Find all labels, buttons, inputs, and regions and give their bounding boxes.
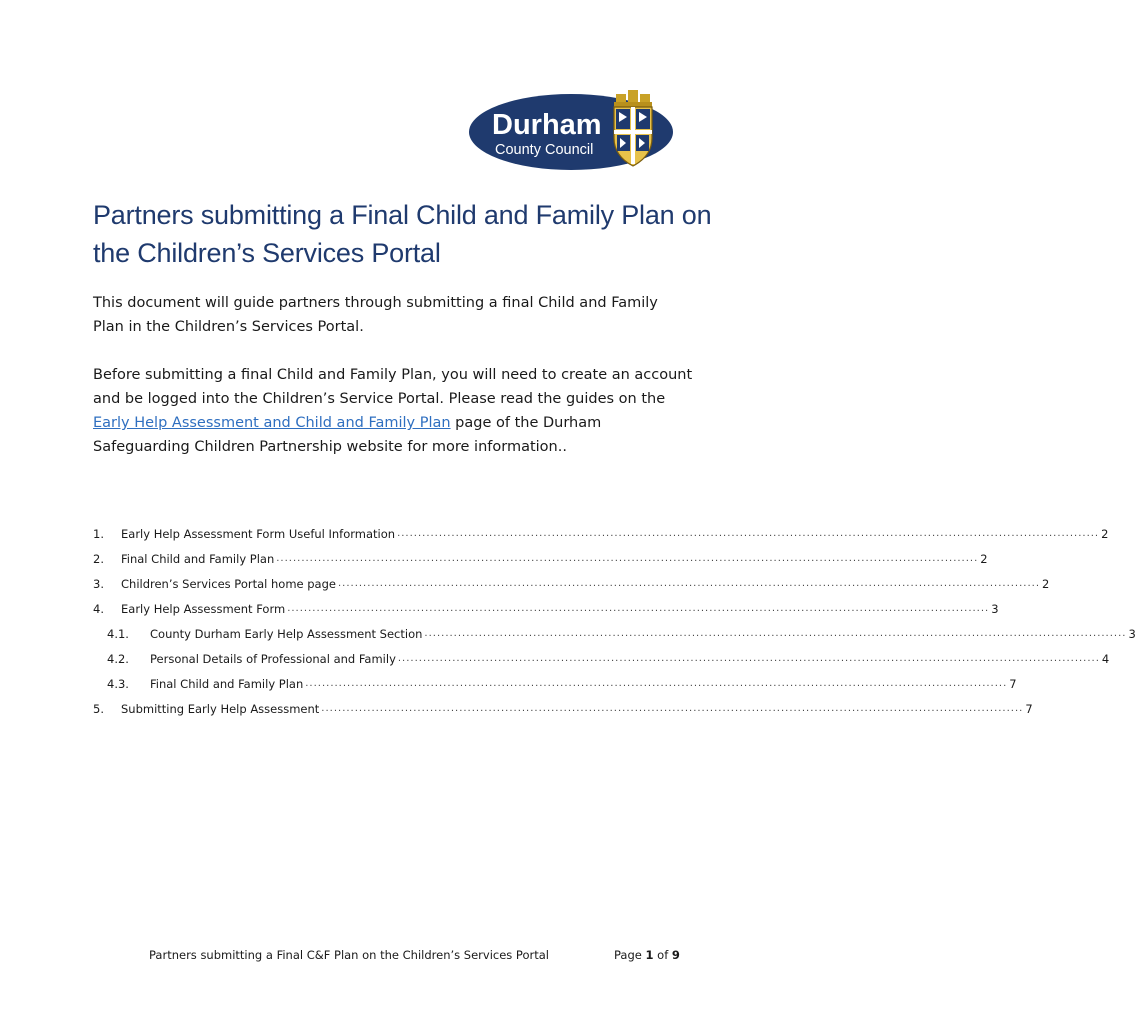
durham-county-council-logo bbox=[468, 86, 678, 174]
toc-entry-4-3[interactable] bbox=[93, 671, 1017, 696]
document-title: Partners submitting a Final Child and Family Plan on the Children’s Services Portal bbox=[93, 200, 712, 268]
toc-entry-number: 3. bbox=[93, 576, 104, 591]
prerequisite-text-after: page of the Durham Safeguarding Children Partnership website for more information.. bbox=[93, 415, 602, 455]
toc-entry-4-2[interactable] bbox=[93, 646, 1110, 671]
toc-entry-page: 2 bbox=[1042, 576, 1050, 591]
toc-leader-dots: ........................................................................................................................................................................ bbox=[287, 603, 990, 614]
toc-leader-dots: ........................................................................................................................................................................ bbox=[321, 703, 1024, 714]
toc-entry-number: 5. bbox=[93, 701, 104, 716]
toc-entry-number: 2. bbox=[93, 551, 104, 566]
toc-entry-title: Final Child and Family Plan bbox=[121, 551, 275, 566]
toc-entry-title: Submitting Early Help Assessment bbox=[121, 701, 320, 716]
table-of-contents bbox=[93, 521, 1136, 721]
toc-entry-page: 2 bbox=[980, 551, 988, 566]
logo-name-line1: Durham bbox=[492, 109, 602, 141]
toc-leader-dots: ........................................................................................................................................................................ bbox=[276, 553, 979, 564]
footer-page-of: of bbox=[657, 948, 669, 962]
toc-entry-title: Personal Details of Professional and Family bbox=[150, 651, 396, 666]
toc-entry-page: 2 bbox=[1101, 526, 1109, 541]
toc-entry-page: 7 bbox=[1009, 676, 1017, 691]
toc-leader-dots: ........................................................................................................................................................................ bbox=[305, 678, 1008, 689]
toc-entry-page: 7 bbox=[1025, 701, 1033, 716]
toc-entry-number: 4.3. bbox=[107, 676, 129, 691]
toc-entry-title: County Durham Early Help Assessment Section bbox=[150, 626, 423, 641]
toc-entry-number: 1. bbox=[93, 526, 104, 541]
footer-page-label: Page bbox=[614, 948, 642, 962]
toc-entry-1[interactable] bbox=[93, 521, 1109, 546]
toc-leader-dots: ........................................................................................................................................................................ bbox=[397, 528, 1100, 539]
footer-document-title: Partners submitting a Final C&F Plan on the Children’s Services Portal bbox=[149, 948, 549, 962]
toc-entry-4[interactable] bbox=[93, 596, 999, 621]
toc-entry-number: 4.1. bbox=[107, 626, 129, 641]
toc-entry-title: Children’s Services Portal home page bbox=[121, 576, 336, 591]
prerequisite-paragraph bbox=[93, 363, 693, 459]
footer-page-total: 9 bbox=[671, 948, 680, 962]
toc-entry-page: 4 bbox=[1101, 651, 1110, 666]
footer-page-current: 1 bbox=[645, 948, 654, 962]
logo-name-line2: County Council bbox=[495, 142, 594, 158]
toc-entry-title: Early Help Assessment Form Useful Information bbox=[121, 526, 396, 541]
intro-paragraph: This document will guide partners through submitting a final Child and Family Plan in the Children’s Services Portal. bbox=[93, 295, 658, 335]
toc-entry-title: Early Help Assessment Form bbox=[121, 601, 286, 616]
prerequisite-text-before: Before submitting a final Child and Family Plan, you will need to create an account and be logged into the Children’s Service Portal. Please read the guides on the bbox=[93, 367, 693, 407]
toc-entry-page: 3 bbox=[1128, 626, 1136, 641]
toc-entry-5[interactable] bbox=[93, 696, 1033, 721]
toc-entry-number: 4. bbox=[93, 601, 104, 616]
toc-entry-2[interactable] bbox=[93, 546, 988, 571]
footer-page-number bbox=[614, 948, 680, 962]
toc-entry-title: Final Child and Family Plan bbox=[150, 676, 304, 691]
toc-entry-4-1[interactable] bbox=[93, 621, 1136, 646]
early-help-assessment-link[interactable]: Early Help Assessment and Child and Family Plan bbox=[93, 415, 451, 431]
toc-entry-number: 4.2. bbox=[107, 651, 129, 666]
toc-leader-dots: ........................................................................................................................................................................ bbox=[424, 628, 1127, 639]
toc-leader-dots: ........................................................................................................................................................................ bbox=[397, 653, 1100, 664]
toc-leader-dots: ........................................................................................................................................................................ bbox=[337, 578, 1041, 589]
logo-crest-icon bbox=[614, 90, 652, 166]
toc-entry-3[interactable] bbox=[93, 571, 1050, 596]
toc-entry-page: 3 bbox=[991, 601, 999, 616]
